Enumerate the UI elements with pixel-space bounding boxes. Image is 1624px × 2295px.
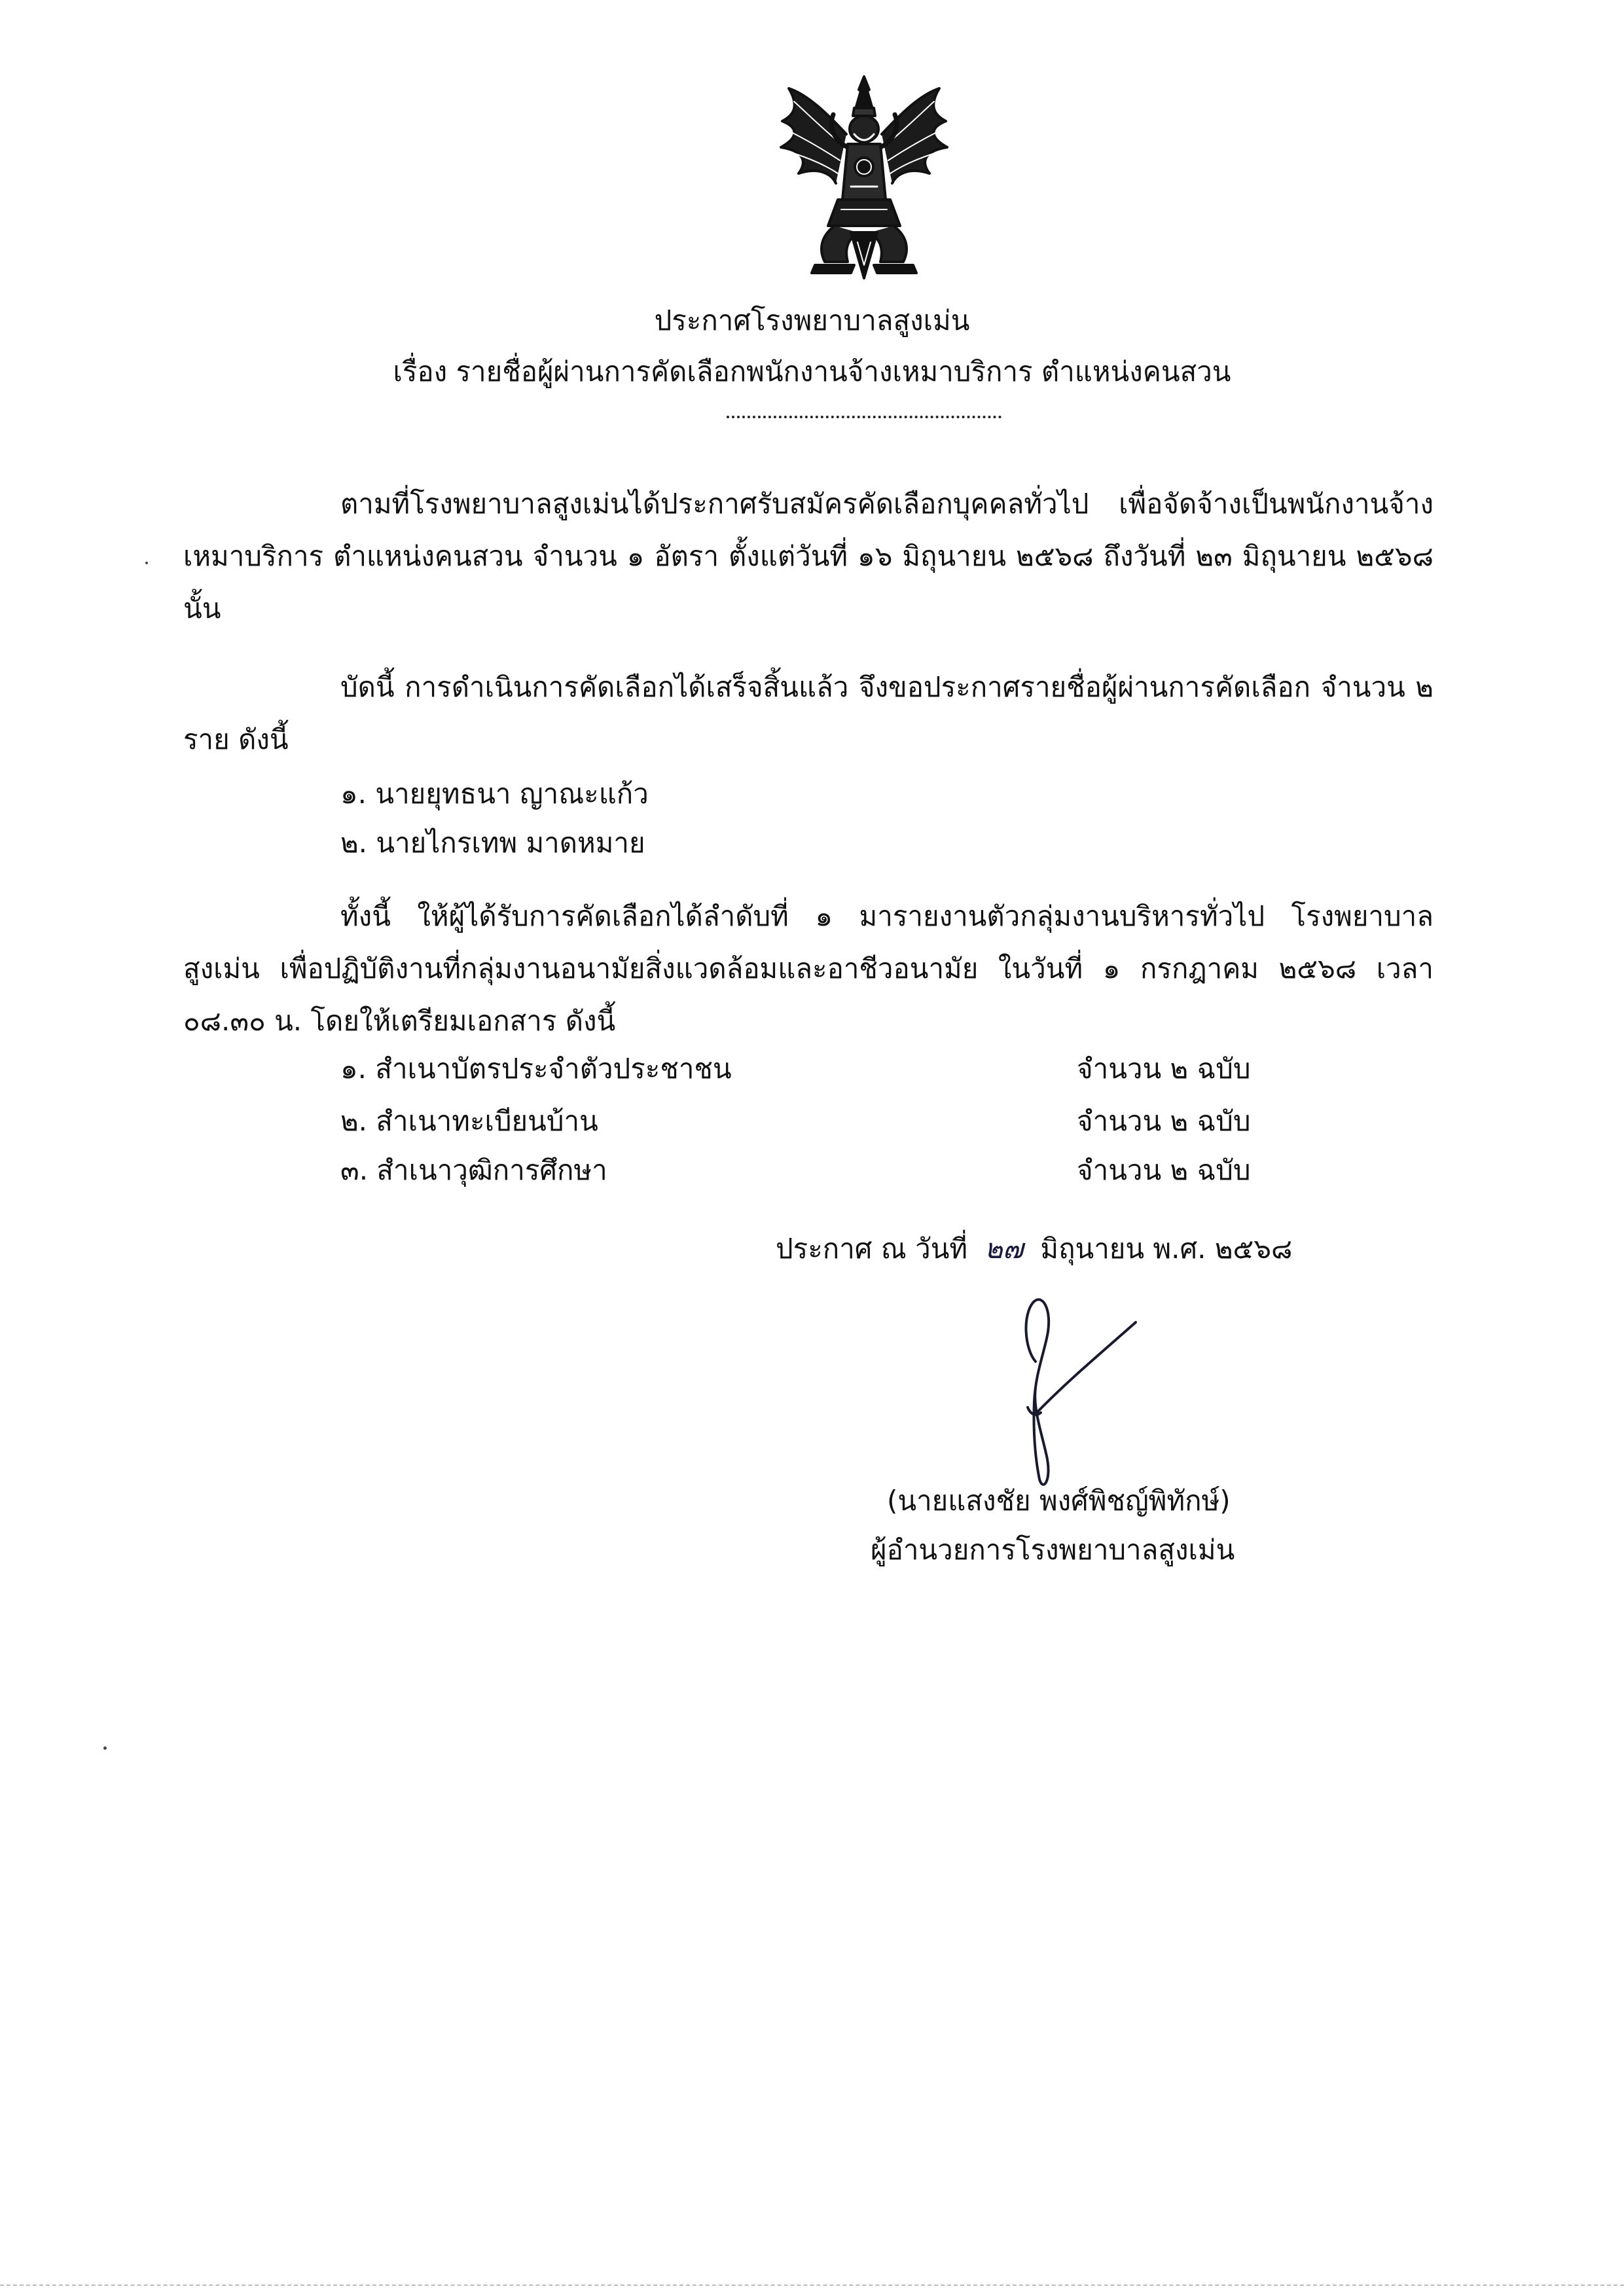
announcement-subject: เรื่อง รายชื่อผู้ผ่านการคัดเลือกพนักงานจ้างเหมาบริการ ตำแหน่งคนสวน	[393, 355, 1231, 388]
document-item	[340, 1152, 1322, 1189]
document-item	[340, 1051, 1322, 1087]
scan-speck	[145, 562, 148, 564]
document-quantity: จำนวน ๒ ฉบับ	[1077, 1105, 1251, 1137]
signature-mark	[962, 1283, 1172, 1492]
scan-edge-line	[0, 2285, 1624, 2286]
date-suffix: มิถุนายน พ.ศ. ๒๕๖๘	[1040, 1233, 1293, 1265]
document-item	[340, 1103, 1322, 1140]
signer-name: (นายแสงชัย พงศ์พิชญ์พิทักษ์)	[887, 1485, 1231, 1517]
document-name: ๒. สำเนาทะเบียนบ้าน	[340, 1105, 598, 1137]
date-prefix: ประกาศ ณ วันที่	[776, 1233, 968, 1265]
paragraph-recruitment: ตามที่โรงพยาบาลสูงเม่นได้ประกาศรับสมัครคัดเลือกบุคคลทั่วไป เพื่อจัดจ้างเป็นพนักงานจ้างเหมาบริการ ตำแหน่งคนสวน จำนวน ๑ อัตรา ตั้งแต่วันที่ ๑๖ มิถุนายน ๒๕๖๘ ถึงวันที่ ๒๓ มิถุนายน ๒๕๖๘ นั้น	[183, 488, 1434, 624]
announcement-title: ประกาศโรงพยาบาลสูงเม่น	[654, 304, 970, 336]
candidate-item: ๑. นายยุทธนา ญาณะแก้ว	[340, 778, 649, 810]
signer-title: ผู้อำนวยการโรงพยาบาลสูงเม่น	[871, 1534, 1235, 1566]
paragraph-reporting: ทั้งนี้ ให้ผู้ได้รับการคัดเลือกได้ลำดับที่ ๑ มารายงานตัวกลุ่มงานบริหารทั่วไป โรงพยาบาลสูงเม่น เพื่อปฏิบัติงานที่กลุ่มงานอนามัยสิ่งแวดล้อมและอาชีวอนามัย ในวันที่ ๑ กรกฎาคม ๒๕๖๘ เวลา ๐๘.๓๐ น. โดยให้เตรียมเอกสาร ดังนี้	[183, 900, 1434, 1037]
date-day-handwritten: ๒๗	[984, 1233, 1024, 1265]
candidate-item: ๒. นายไกรเทพ มาดหมาย	[340, 827, 645, 859]
document-name: ๓. สำเนาวุฒิการศึกษา	[340, 1154, 607, 1186]
dotted-divider	[727, 416, 1001, 418]
garuda-emblem-icon	[763, 69, 965, 285]
paragraph-result: บัดนี้ การดำเนินการคัดเลือกได้เสร็จสิ้นแล้ว จึงขอประกาศรายชื่อผู้ผ่านการคัดเลือก จำนวน ๒ ราย ดังนี้	[183, 671, 1434, 755]
scan-speck	[103, 1746, 107, 1750]
document-name: ๑. สำเนาบัตรประจำตัวประชาชน	[340, 1053, 732, 1085]
announcement-date	[776, 1231, 1292, 1267]
document-quantity: จำนวน ๒ ฉบับ	[1077, 1053, 1251, 1085]
document-quantity: จำนวน ๒ ฉบับ	[1077, 1154, 1251, 1186]
